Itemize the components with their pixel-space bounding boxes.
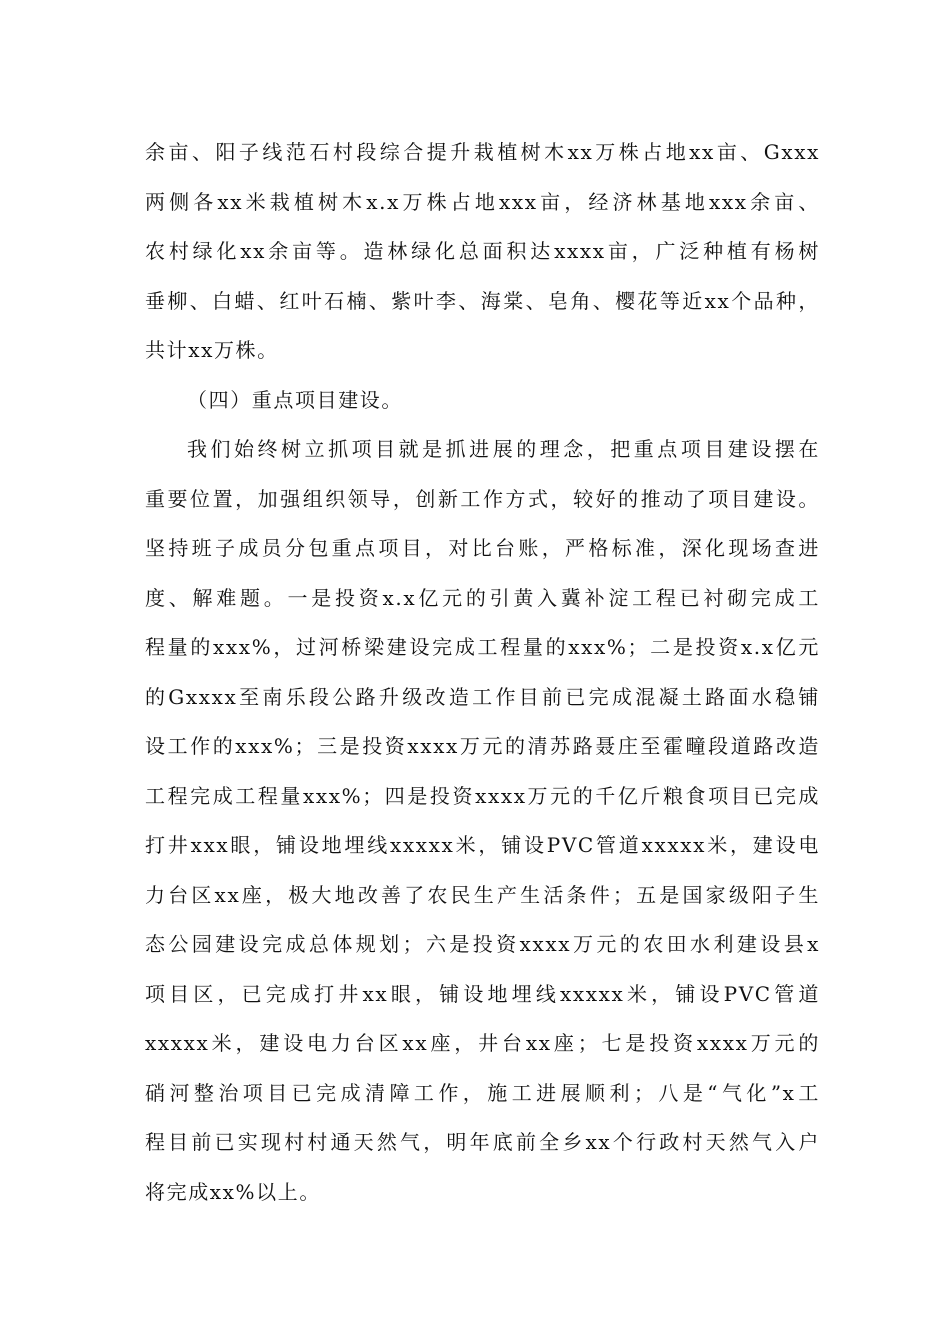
text-line: 程量的xxx%，过河桥梁建设完成工程量的xxx%；二是投资x.x亿元 (145, 635, 820, 659)
text-line: 力台区xx座，极大地改善了农民生产生活条件；五是国家级阳子生 (145, 882, 820, 907)
text-line: xxxxx米，建设电力台区xx座，井台xx座；七是投资xxxx万元的 (145, 1031, 820, 1055)
text-line: 设工作的xxx%；三是投资xxxx万元的清苏路聂庄至霍疃段道路改造 (145, 734, 820, 758)
text-line: 项目区，已完成打井xx眼，铺设地埋线xxxxx米，铺设PVC管道 (145, 981, 820, 1006)
text-line: 硝河整治项目已完成清障工作，施工进展顺利；八是“气化”x工 (145, 1080, 820, 1105)
text-line: 态公园建设完成总体规划；六是投资xxxx万元的农田水利建设县x (145, 932, 820, 956)
text-line: 我们始终树立抓项目就是抓进展的理念，把重点项目建设摆在 (187, 437, 820, 461)
text-line: 重要位置，加强组织领导，创新工作方式，较好的推动了项目建设。 (145, 486, 820, 511)
text-line: 两侧各xx米栽植树木x.x万株占地xxx亩，经济林基地xxx余亩、 (145, 189, 820, 214)
text-line: 的Gxxxx至南乐段公路升级改造工作目前已完成混凝土路面水稳铺 (145, 684, 820, 709)
section-heading (145, 376, 820, 426)
text-line: 打井xxx眼，铺设地埋线xxxxx米，铺设PVC管道xxxxx米，建设电 (145, 833, 820, 857)
text-line: 将完成xx%以上。 (145, 1179, 321, 1204)
text-line: 农村绿化xx余亩等。造林绿化总面积达xxxx亩，广泛种植有杨树 (145, 239, 820, 263)
text-line: 垂柳、白蜡、红叶石楠、紫叶李、海棠、皂角、樱花等近xx个品种， (145, 288, 820, 313)
section-heading-text: （四）重点项目建设。 (187, 388, 403, 412)
text-line: 共计xx万株。 (145, 338, 279, 362)
text-line: 坚持班子成员分包重点项目，对比台账，严格标准，深化现场查进 (145, 536, 820, 560)
paragraph-afforestation (145, 128, 820, 376)
text-line: 余亩、阳子线范石村段综合提升栽植树木xx万株占地xx亩、Gxxx (145, 140, 820, 164)
text-line: 工程完成工程量xxx%；四是投资xxxx万元的千亿斤粮食项目已完成 (145, 783, 820, 808)
text-line: 度、解难题。一是投资x.x亿元的引黄入冀补淀工程已衬砌完成工 (145, 585, 820, 610)
paragraph-key-projects (145, 425, 820, 1217)
text-line: 程目前已实现村村通天然气，明年底前全乡xx个行政村天然气入户 (145, 1130, 820, 1154)
